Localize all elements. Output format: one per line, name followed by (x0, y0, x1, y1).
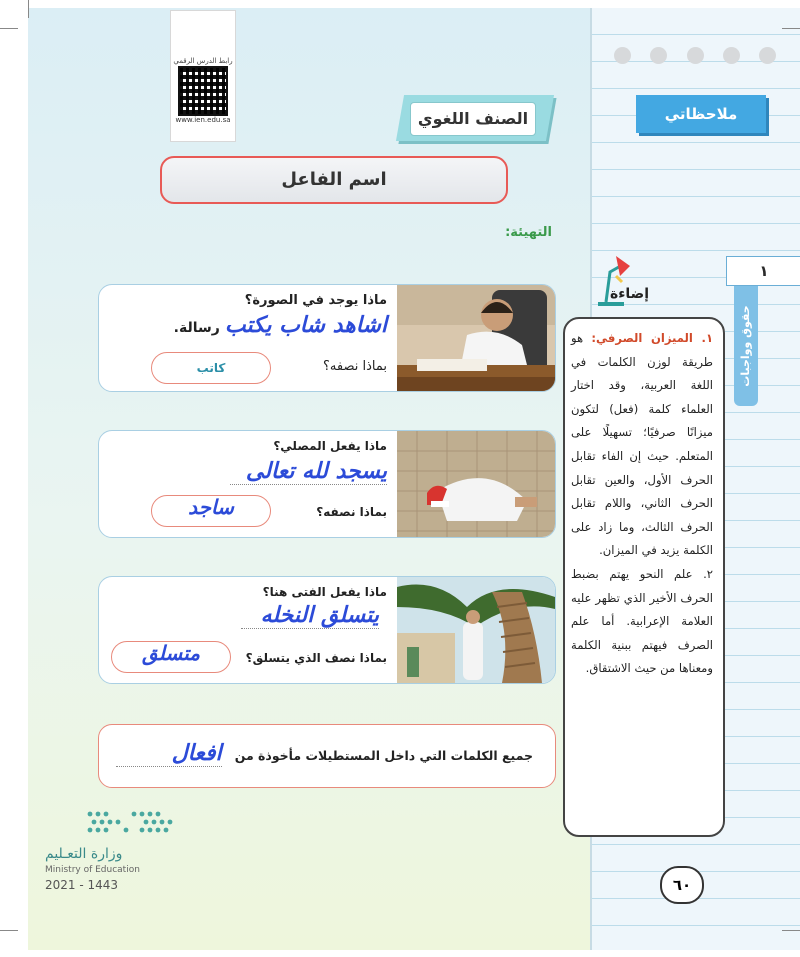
question-3-text: ماذا يفعل الفتى هنا؟ (262, 585, 387, 599)
idaa-content (571, 327, 713, 681)
describe-1-answer-box[interactable] (151, 352, 271, 384)
answer-1-handwritten: اشاهد شاب يكتب (224, 313, 387, 338)
idaa-box (563, 317, 725, 837)
binder-hole (687, 47, 704, 64)
writing-boy-photo (397, 285, 555, 391)
unit-tab (734, 286, 758, 406)
question-card-2 (98, 430, 556, 538)
question-card-1 (98, 284, 556, 392)
answer-3-handwritten: يتسلق النخله (241, 603, 379, 629)
ministry-logo-icon (84, 808, 180, 838)
crop-mark (0, 28, 18, 29)
intro-label: التهيئة: (505, 225, 552, 240)
binder-hole (723, 47, 740, 64)
describe-2-answer: ساجد (188, 495, 234, 519)
conclusion-card (98, 724, 556, 788)
ministry-year: 2021 - 1443 (45, 878, 119, 892)
climbing-boy-photo (397, 577, 555, 683)
crop-mark (0, 930, 18, 931)
page-number: ٦٠ (660, 866, 704, 904)
conclusion-answer: افعال (116, 741, 222, 767)
question-1-text: ماذا يوجد في الصورة؟ (244, 293, 387, 308)
lesson-title: اسم الفاعل (160, 156, 508, 204)
section-label: الصنف اللغوي (410, 102, 536, 136)
unit-title: حقوق وواجبات (739, 305, 752, 387)
idaa-point2-text: ٢. علم النحو يهتم بضبط الحرف الأخير الذي تظهر عليه العلامة الإعرابية. أما علم الصرف فيهتم ببنية الكلمة ومعناها من حيث الاشتقاق. (571, 566, 713, 676)
question-card-3 (98, 576, 556, 684)
crop-mark (782, 28, 800, 29)
idaa-point1-label: ١. الميزان الصرفي: (591, 331, 714, 345)
binder-hole (614, 47, 631, 64)
describe-3-prompt: بماذا نصف الذي يتسلق؟ (245, 651, 387, 665)
qr-code-icon[interactable] (180, 68, 226, 114)
crop-mark (782, 930, 800, 931)
crop-mark (28, 0, 29, 18)
ministry-name-en: Ministry of Education (45, 865, 140, 875)
unit-number: ١ (726, 256, 800, 286)
conclusion-text: جميع الكلمات التي داخل المستطيلات مأخوذة من (234, 748, 533, 763)
describe-2-prompt: بماذا نصفه؟ (316, 505, 387, 519)
conclusion-line (116, 741, 533, 766)
praying-man-photo (397, 431, 555, 537)
describe-3-answer: متسلق (142, 641, 200, 665)
qr-url[interactable]: www.ien.edu.sa (175, 116, 231, 124)
idaa-point1-text: هو طريقة لوزن الكلمات في اللغة العربية، وقد اختار العلماء كلمة (فعل) لتكون ميزانًا صرفيًا؛ تسهيلًا على المتعلم. حيث إن الفاء تقابل الحرف الأول، والعين تقابل الحرف الثاني، واللام تقابل الحرف الثالث، وما زاد على الكلمة يزيد في الميزان. (571, 331, 713, 558)
describe-3-answer-box[interactable] (111, 641, 231, 673)
idaa-title: إضاءة (610, 286, 650, 302)
ministry-name-ar: وزارة التعـليم (45, 846, 123, 862)
binder-hole (650, 47, 667, 64)
notes-label: ملاحظاتي (636, 95, 766, 133)
digital-lesson-qr-card[interactable] (170, 10, 236, 142)
answer-1-tail: رسالة. (173, 320, 220, 336)
describe-2-answer-box[interactable] (151, 495, 271, 527)
describe-1-prompt: بماذا نصفه؟ (323, 359, 387, 374)
answer-2-handwritten: يسجد لله تعالى (230, 459, 387, 485)
describe-1-answer: كاتب (196, 361, 226, 375)
answer-1-line (174, 313, 387, 338)
qr-label: رابط الدرس الرقمي (173, 57, 233, 65)
question-2-text: ماذا يفعل المصلي؟ (273, 439, 387, 453)
binder-hole (759, 47, 776, 64)
